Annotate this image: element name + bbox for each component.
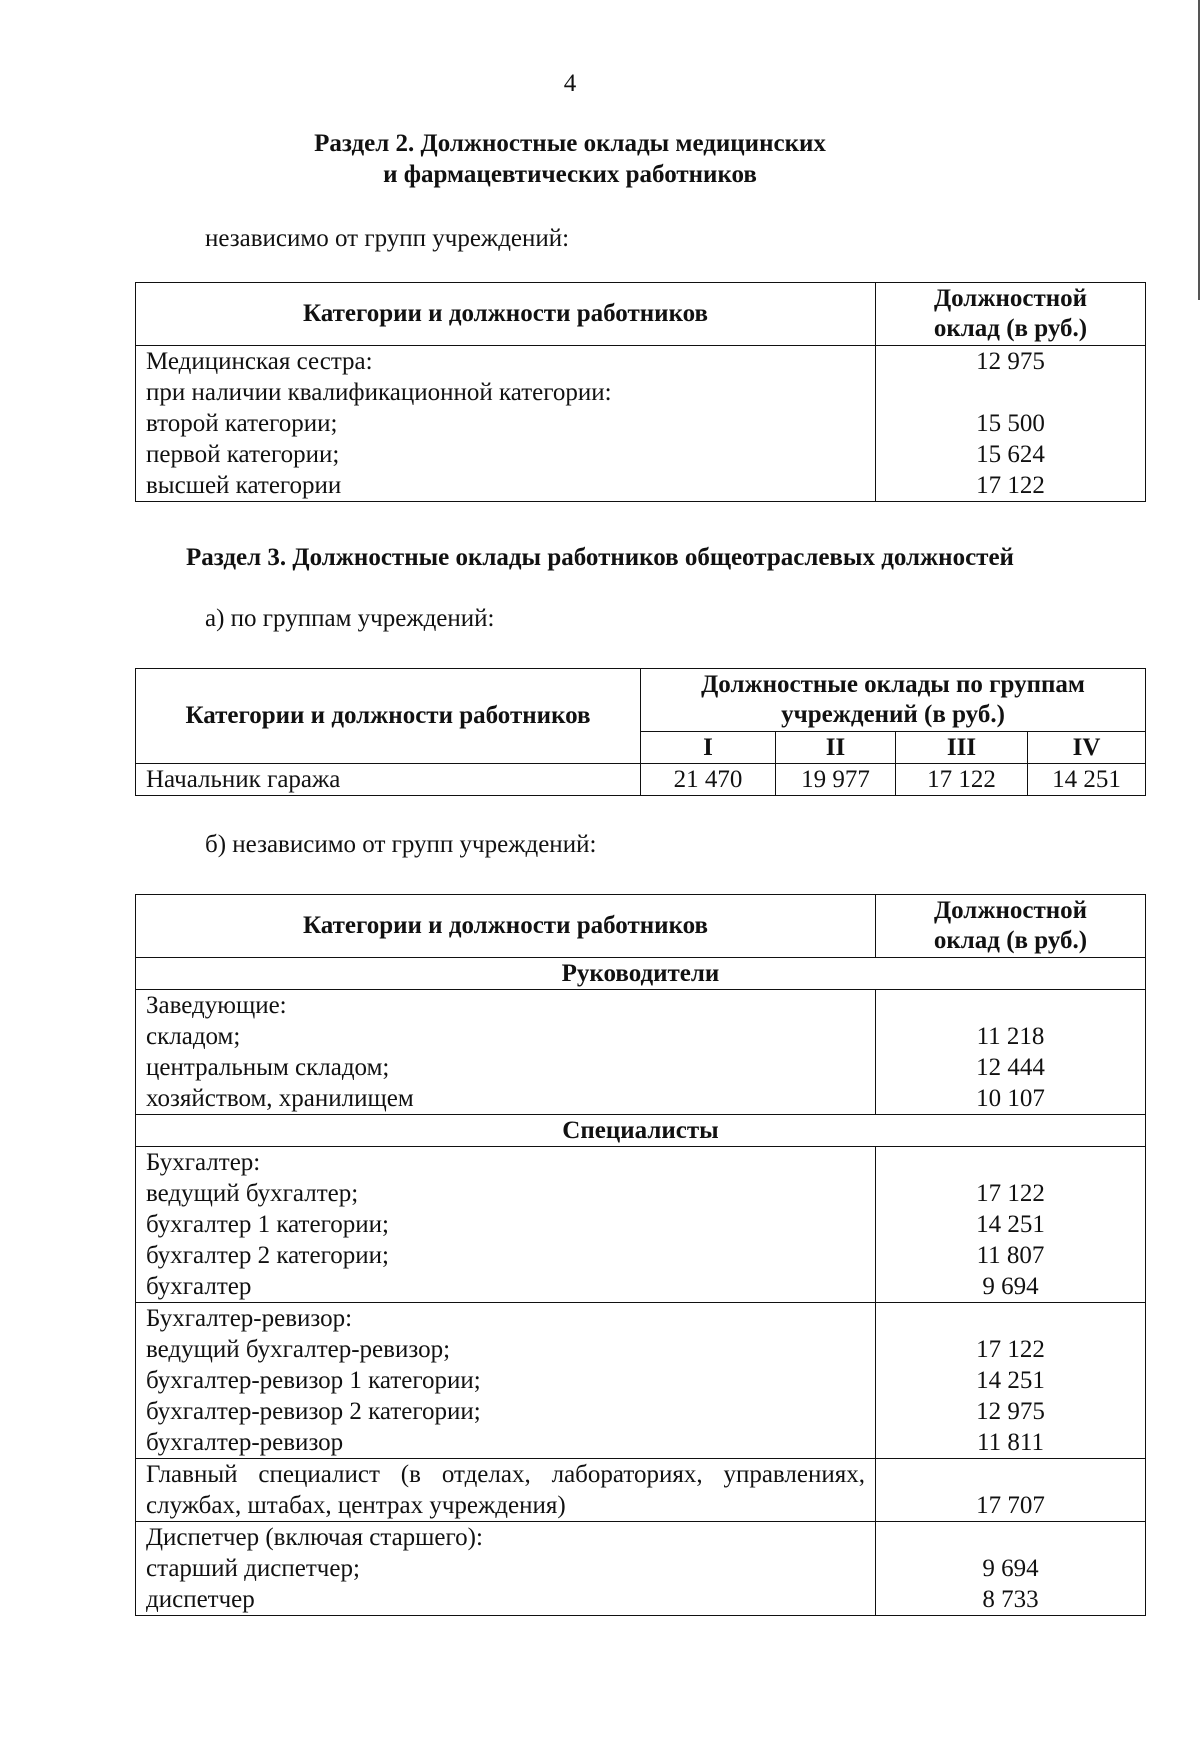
table-header-row xyxy=(136,669,1146,732)
header-groups-line2: учреждений (в руб.) xyxy=(781,701,1005,728)
accountant-salaries xyxy=(876,1147,1146,1303)
position-label: Заведующие: xyxy=(146,992,287,1019)
salary-value: 14 251 xyxy=(976,1211,1045,1238)
position-label: Начальник гаража xyxy=(136,764,641,796)
position-label: первой категории; xyxy=(146,441,340,468)
position-label: складом; xyxy=(146,1023,241,1050)
salary-value: 11 811 xyxy=(977,1429,1044,1456)
section3-title: Раздел 3. Должностные оклады работников общеотраслевых должностей xyxy=(186,544,1014,571)
salary-value: 21 470 xyxy=(641,764,776,796)
salary-value: 15 624 xyxy=(976,441,1045,468)
position-label: Бухгалтер: xyxy=(146,1149,261,1176)
position-label: высшей категории xyxy=(146,472,342,499)
header-salary-line2: оклад (в руб.) xyxy=(933,927,1088,954)
position-label: Бухгалтер-ревизор: xyxy=(146,1305,353,1332)
salary-value xyxy=(886,1303,1135,1334)
header-salary-line1: Должностной xyxy=(933,285,1088,312)
position-label: бухгалтер-ревизор 2 категории; xyxy=(146,1398,481,1425)
salary-value: 12 975 xyxy=(976,1398,1045,1425)
salary-value: 17 707 xyxy=(876,1459,1146,1522)
salary-value: 9 694 xyxy=(982,1273,1039,1300)
group-label-4: IV xyxy=(1028,732,1146,764)
section2-title xyxy=(0,128,1140,190)
salary-value: 17 122 xyxy=(896,764,1028,796)
header-salary xyxy=(876,895,1146,958)
salary-value xyxy=(886,1522,1135,1553)
auditor-positions xyxy=(136,1303,876,1459)
table-row xyxy=(136,990,1146,1115)
section3-part-b-intro: б) независимо от групп учреждений: xyxy=(205,831,597,858)
section2-intro: независимо от групп учреждений: xyxy=(205,225,570,252)
header-category: Категории и должности работников xyxy=(136,283,876,346)
group-managers: Руководители xyxy=(136,958,1146,990)
salary-value: 8 733 xyxy=(982,1586,1039,1613)
position-label: старший диспетчер; xyxy=(146,1555,360,1582)
position-label: при наличии квалификационной категории: xyxy=(146,379,612,406)
position-label: бухгалтер-ревизор xyxy=(146,1429,344,1456)
section3-part-a-intro: а) по группам учреждений: xyxy=(205,605,495,632)
group-label-3: III xyxy=(896,732,1028,764)
salary-value xyxy=(886,990,1135,1021)
salary-value: 10 107 xyxy=(976,1085,1045,1112)
header-salary-line1: Должностной xyxy=(933,897,1088,924)
group-row xyxy=(136,958,1146,990)
managers-salaries xyxy=(876,990,1146,1115)
salary-value: 14 251 xyxy=(976,1367,1045,1394)
salary-value xyxy=(886,1147,1135,1178)
position-label: бухгалтер 2 категории; xyxy=(146,1242,389,1269)
position-label: ведущий бухгалтер; xyxy=(146,1180,359,1207)
header-salary xyxy=(876,283,1146,346)
table-header-row xyxy=(136,895,1146,958)
salary-value: 19 977 xyxy=(776,764,896,796)
salary-value: 11 807 xyxy=(976,1242,1045,1269)
position-label: центральным складом; xyxy=(146,1054,390,1081)
table-row xyxy=(136,1147,1146,1303)
position-label: хозяйством, хранилищем xyxy=(146,1085,414,1112)
accountant-positions xyxy=(136,1147,876,1303)
position-label: бухгалтер 1 категории; xyxy=(146,1211,389,1238)
section2-salary-table xyxy=(135,282,1146,502)
header-category: Категории и должности работников xyxy=(136,669,641,764)
header-groups-line1: Должностные оклады по группам xyxy=(701,671,1085,698)
position-label: бухгалтер xyxy=(146,1273,252,1300)
salary-value xyxy=(886,377,1135,408)
section2-title-line1: Раздел 2. Должностные оклады медицинских xyxy=(314,130,826,157)
salary-value: 14 251 xyxy=(1028,764,1146,796)
table-row xyxy=(136,1522,1146,1616)
position-label: диспетчер xyxy=(146,1586,255,1613)
group-label-2: II xyxy=(776,732,896,764)
salary-value: 17 122 xyxy=(976,472,1045,499)
salary-value: 12 975 xyxy=(976,348,1045,375)
table-row xyxy=(136,764,1146,796)
dispatcher-positions xyxy=(136,1522,876,1616)
position-label: Медицинская сестра: xyxy=(146,348,373,375)
salary-value: 11 218 xyxy=(976,1023,1045,1050)
position-label: ведущий бухгалтер-ревизор; xyxy=(146,1336,451,1363)
table-row xyxy=(136,1303,1146,1459)
table-row xyxy=(136,346,1146,502)
page-number: 4 xyxy=(563,70,577,97)
group-row xyxy=(136,1115,1146,1147)
chief-specialist-label: Главный специалист (в отделах, лабораториях, управлениях, службах, штабах, центрах учреждения) xyxy=(136,1459,876,1522)
salary-value: 12 444 xyxy=(976,1054,1045,1081)
dispatcher-salaries xyxy=(876,1522,1146,1616)
auditor-salaries xyxy=(876,1303,1146,1459)
position-label: Диспетчер (включая старшего): xyxy=(146,1524,483,1551)
header-category: Категории и должности работников xyxy=(136,895,876,958)
position-label: второй категории; xyxy=(146,410,338,437)
header-salary-line2: оклад (в руб.) xyxy=(933,315,1088,342)
header-groups xyxy=(641,669,1146,732)
table-header-row xyxy=(136,283,1146,346)
table-row xyxy=(136,1459,1146,1522)
group-specialists: Специалисты xyxy=(136,1115,1146,1147)
section3-general-table xyxy=(135,894,1146,1616)
salary-value: 17 122 xyxy=(976,1336,1045,1363)
salary-value: 9 694 xyxy=(982,1555,1039,1582)
salary-value: 15 500 xyxy=(976,410,1045,437)
salary-value: 17 122 xyxy=(976,1180,1045,1207)
nurse-salaries xyxy=(876,346,1146,502)
section2-title-line2: и фармацевтических работников xyxy=(383,161,757,188)
managers-positions xyxy=(136,990,876,1115)
position-label: бухгалтер-ревизор 1 категории; xyxy=(146,1367,481,1394)
group-label-1: I xyxy=(641,732,776,764)
section3-groups-table xyxy=(135,668,1146,796)
nurse-positions xyxy=(136,346,876,502)
